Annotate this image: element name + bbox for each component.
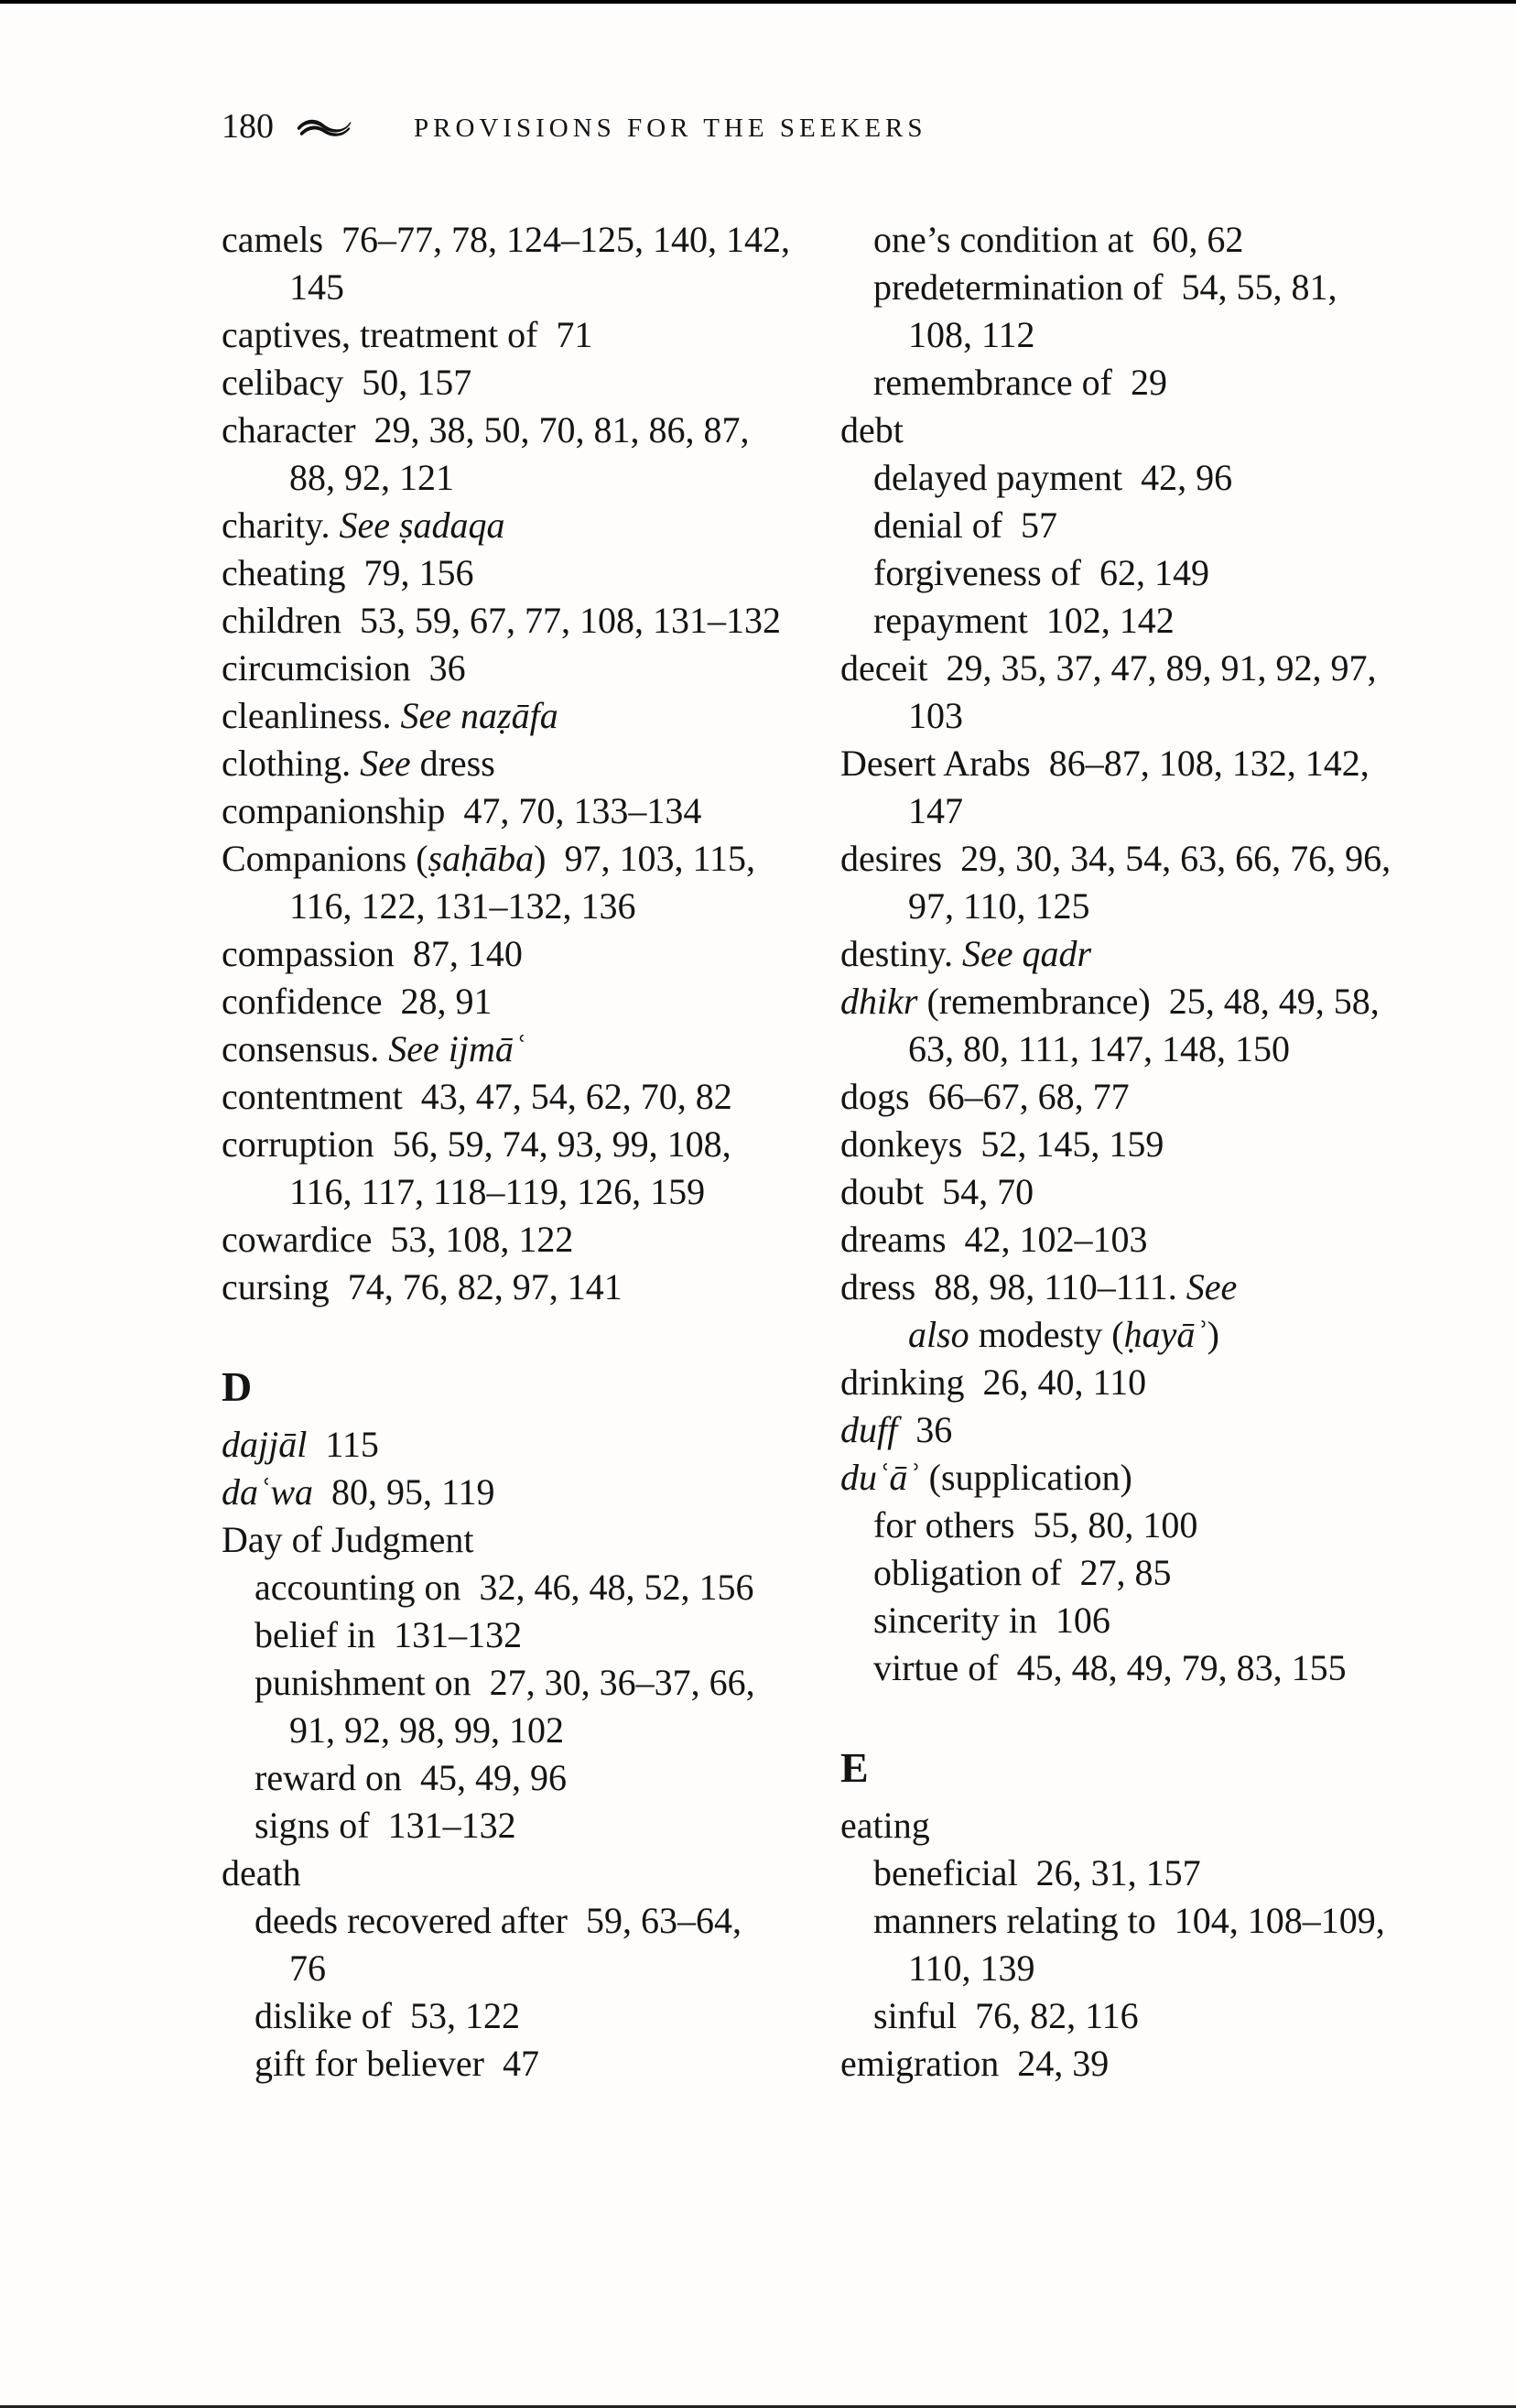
index-line: [222, 549, 881, 597]
index-text: camels 76–77, 78, 124–125, 140, 142,: [222, 219, 791, 260]
index-term-italic: duff: [840, 1409, 898, 1450]
index-text: obligation of 27, 85: [873, 1552, 1172, 1593]
index-line: [222, 502, 881, 549]
index-text: (supplication): [919, 1457, 1132, 1498]
index-text: one’s condition at 60, 62: [873, 219, 1244, 260]
index-text: cleanliness.: [222, 695, 401, 736]
index-text: 110, 139: [908, 1947, 1035, 1989]
index-line: [222, 264, 881, 311]
index-text: confidence 28, 91: [222, 981, 493, 1022]
index-line: [222, 835, 881, 883]
page-header: [0, 106, 1516, 148]
index-line: [840, 1264, 1500, 1311]
index-term-italic: duʿāʾ: [840, 1457, 920, 1498]
index-line: [222, 1849, 881, 1897]
index-line: [840, 1073, 1500, 1121]
index-line: [222, 1264, 881, 1311]
index-line: [840, 1216, 1500, 1264]
index-text: celibacy 50, 157: [222, 362, 472, 403]
index-line: [222, 597, 881, 645]
index-line: [840, 1549, 1500, 1597]
index-text: 80, 95, 119: [313, 1471, 495, 1513]
index-text: 76: [289, 1947, 326, 1989]
index-text: consensus.: [222, 1028, 389, 1069]
index-line: [840, 311, 1500, 359]
index-text: 63, 80, 111, 147, 148, 150: [908, 1028, 1291, 1069]
index-text: desires 29, 30, 34, 54, 63, 66, 76, 96,: [840, 838, 1391, 879]
index-text: dogs 66–67, 68, 77: [840, 1076, 1130, 1117]
index-line: [840, 1945, 1500, 1992]
index-line: [222, 1659, 881, 1707]
index-text: debt: [840, 409, 904, 450]
index-term-italic: See ijmāʿ: [388, 1028, 526, 1069]
index-line: [222, 740, 881, 787]
index-line: [840, 1168, 1500, 1216]
index-text: sincerity in 106: [873, 1600, 1110, 1641]
index-line: [840, 1644, 1500, 1692]
index-term-italic: dajjāl: [222, 1424, 308, 1465]
index-line: [840, 1359, 1500, 1406]
index-text: circumcision 36: [222, 647, 466, 689]
index-line: [222, 1216, 881, 1264]
index-term-italic: See ṣadaqa: [339, 504, 505, 546]
index-line: [840, 883, 1500, 930]
index-text: predetermination of 54, 55, 81,: [873, 266, 1337, 308]
index-text: companionship 47, 70, 133–134: [222, 790, 702, 831]
index-line: [222, 1121, 881, 1168]
index-line: [222, 1168, 881, 1216]
index-text: Desert Arabs 86–87, 108, 132, 142,: [840, 743, 1370, 784]
index-line: [222, 1516, 881, 1564]
index-text: charity.: [222, 504, 340, 546]
index-line: [840, 597, 1500, 645]
index-line: [222, 692, 881, 740]
index-text: forgiveness of 62, 149: [873, 552, 1209, 593]
index-text: corruption 56, 59, 74, 93, 99, 108,: [222, 1123, 731, 1165]
index-text: donkeys 52, 145, 159: [840, 1123, 1164, 1165]
index-text: 115: [307, 1424, 379, 1465]
index-line: [222, 1707, 881, 1754]
index-line: [840, 1849, 1500, 1897]
index-column-right: [840, 216, 1500, 2088]
index-line: [840, 216, 1500, 264]
index-text: 108, 112: [908, 314, 1035, 355]
index-text: dislike of 53, 122: [254, 1995, 520, 2036]
index-line: [840, 502, 1500, 549]
index-line: [840, 1897, 1500, 1945]
index-text: children 53, 59, 67, 77, 108, 131–132: [222, 600, 782, 641]
index-text: sinful 76, 82, 116: [873, 1995, 1139, 2036]
index-text: (remembrance) 25, 48, 49, 58,: [917, 981, 1380, 1022]
index-line: [840, 264, 1500, 311]
index-line: [840, 1406, 1500, 1454]
index-text: delayed payment 42, 96: [873, 457, 1233, 498]
index-line: [222, 1754, 881, 1802]
index-text: drinking 26, 40, 110: [840, 1361, 1147, 1403]
index-line: [222, 311, 881, 359]
index-text: captives, treatment of 71: [222, 314, 593, 355]
index-text: beneficial 26, 31, 157: [873, 1852, 1201, 1893]
index-text: compassion 87, 140: [222, 933, 523, 974]
index-text: dress: [410, 743, 495, 784]
index-line: [840, 359, 1500, 407]
index-line: [222, 978, 881, 1025]
index-text: cowardice 53, 108, 122: [222, 1219, 574, 1260]
index-text: for others 55, 80, 100: [873, 1504, 1198, 1546]
index-text: doubt 54, 70: [840, 1171, 1034, 1212]
index-text: ) 97, 103, 115,: [534, 838, 755, 879]
index-line: [222, 930, 881, 978]
index-text: 91, 92, 98, 99, 102: [289, 1709, 564, 1751]
index-line: [222, 1421, 881, 1469]
index-line: [222, 407, 881, 454]
index-line: [840, 645, 1500, 692]
index-term-italic: also: [908, 1314, 969, 1355]
index-text: contentment 43, 47, 54, 62, 70, 82: [222, 1076, 732, 1117]
index-term-italic: dhikr: [840, 981, 918, 1022]
index-column-left: [222, 216, 881, 2088]
index-term-italic: ṣaḥāba: [428, 838, 535, 879]
index-text: character 29, 38, 50, 70, 81, 86, 87,: [222, 409, 750, 450]
index-text: deeds recovered after 59, 63–64,: [254, 1900, 742, 1941]
index-text: cursing 74, 76, 82, 97, 141: [222, 1266, 623, 1307]
index-text: gift for believer 47: [254, 2043, 539, 2084]
index-line: [222, 1564, 881, 1611]
index-line: [222, 1802, 881, 1849]
index-text: 88, 92, 121: [289, 457, 454, 498]
index-line: [222, 1025, 881, 1073]
index-text: dress 88, 98, 110–111.: [840, 1266, 1186, 1307]
index-line: [222, 787, 881, 835]
index-line: [840, 692, 1500, 740]
index-text: destiny.: [840, 933, 962, 974]
index-text: 36: [897, 1409, 953, 1450]
page-number: 180: [222, 107, 274, 146]
running-title: PROVISIONS FOR THE SEEKERS: [414, 114, 927, 143]
index-line: [222, 1073, 881, 1121]
index-line: [840, 740, 1500, 787]
index-line: [840, 978, 1500, 1025]
index-term-italic: ḥayāʾ: [1123, 1314, 1207, 1355]
index-line: [222, 216, 881, 264]
section-ornament-icon: [295, 115, 353, 139]
index-text: 145: [289, 266, 344, 308]
index-text: signs of 131–132: [254, 1805, 516, 1846]
index-line: [222, 1992, 881, 2040]
index-line: [840, 454, 1500, 502]
index-text: accounting on 32, 46, 48, 52, 156: [254, 1567, 754, 1608]
index-text: denial of 57: [873, 504, 1058, 546]
index-text: repayment 102, 142: [873, 600, 1175, 641]
index-line: [840, 549, 1500, 597]
index-line: [840, 1502, 1500, 1549]
index-text: eating: [840, 1805, 930, 1846]
index-term-italic: See naẓāfa: [400, 695, 558, 736]
index-line: [222, 454, 881, 502]
index-text: punishment on 27, 30, 36–37, 66,: [254, 1662, 755, 1703]
index-line: [840, 407, 1500, 454]
index-text: 116, 117, 118–119, 126, 159: [289, 1171, 706, 1212]
index-text: deceit 29, 35, 37, 47, 89, 91, 92, 97,: [840, 647, 1377, 689]
index-text: emigration 24, 39: [840, 2043, 1110, 2084]
index-text: belief in 131–132: [254, 1614, 523, 1655]
index-line: [222, 1611, 881, 1659]
index-line: [840, 930, 1500, 978]
index-line: [222, 645, 881, 692]
index-line: [840, 2040, 1500, 2088]
index-line: [222, 1945, 881, 1992]
index-text: modesty (: [969, 1314, 1124, 1355]
index-text: Day of Judgment: [222, 1519, 474, 1560]
index-line: [840, 1121, 1500, 1168]
index-line: [840, 1025, 1500, 1073]
index-term-italic: daʿwa: [222, 1471, 313, 1513]
index-text: virtue of 45, 48, 49, 79, 83, 155: [873, 1647, 1347, 1688]
index-line: [840, 1311, 1500, 1359]
section-heading: E: [840, 1744, 869, 1791]
index-line: [222, 2040, 881, 2088]
index-text: 103: [908, 695, 963, 736]
index-text: Companions (: [222, 838, 428, 879]
index-line: [840, 1992, 1500, 2040]
index-line: [222, 1897, 881, 1945]
index-text: dreams 42, 102–103: [840, 1219, 1148, 1260]
index-text: 147: [908, 790, 963, 831]
index-text: ): [1207, 1314, 1219, 1355]
index-line: [840, 787, 1500, 835]
index-line: [222, 359, 881, 407]
index-text: manners relating to 104, 108–109,: [873, 1900, 1385, 1941]
index-text: remembrance of 29: [873, 362, 1167, 403]
index-text: death: [222, 1852, 301, 1893]
index-term-italic: See: [1186, 1266, 1238, 1307]
top-edge-rule: [0, 0, 1516, 4]
index-text: cheating 79, 156: [222, 552, 474, 593]
index-line: [840, 1454, 1500, 1502]
index-text: reward on 45, 49, 96: [254, 1757, 568, 1798]
index-text: 116, 122, 131–132, 136: [289, 885, 636, 927]
index-term-italic: See qadr: [961, 933, 1092, 974]
index-term-italic: See: [360, 743, 411, 784]
index-line: [840, 835, 1500, 883]
index-line: [222, 883, 881, 930]
index-line: [222, 1469, 881, 1516]
section-heading: D: [222, 1363, 253, 1410]
index-text: 97, 110, 125: [908, 885, 1090, 927]
index-line: [840, 1802, 1500, 1849]
index-line: [840, 1597, 1500, 1644]
index-text: clothing.: [222, 743, 361, 784]
